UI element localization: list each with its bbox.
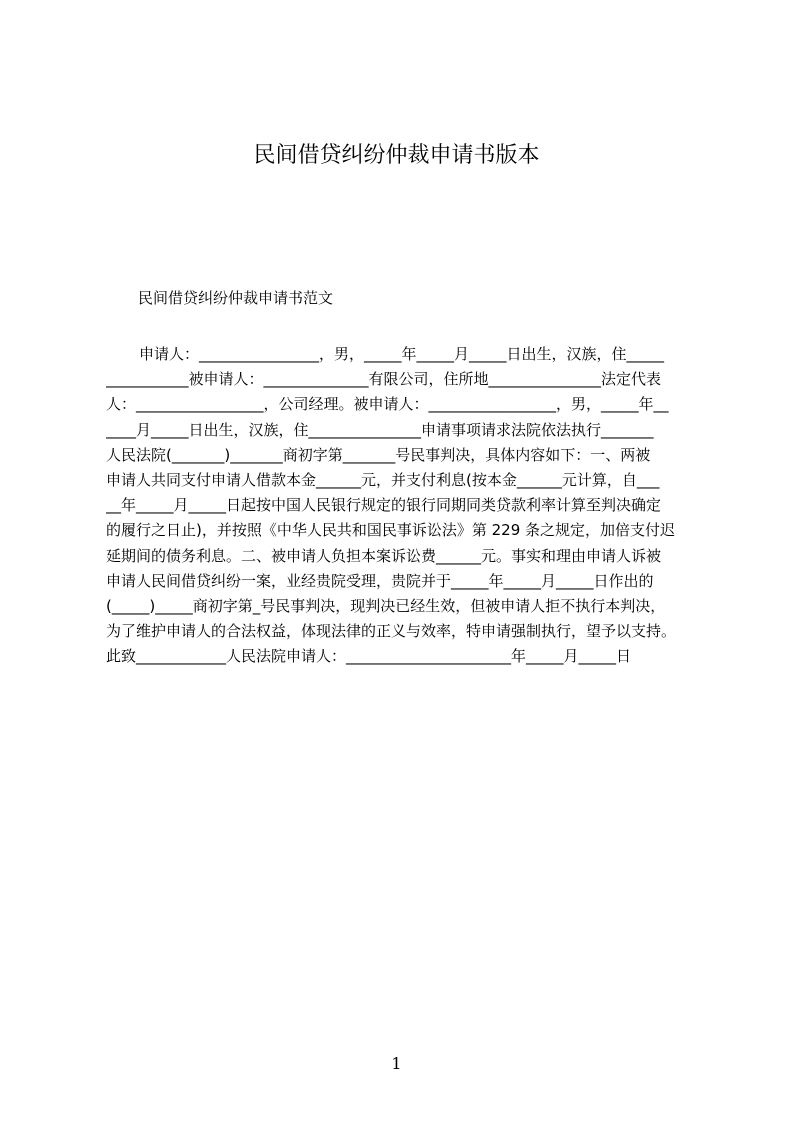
- body-line: __年_____月_____日起按中国人民银行规定的银行同期同类贷款利率计算至判决确定: [106, 496, 662, 515]
- body-line: ____月_____日出生，汉族，住_______________申请事项请求法院依法执行_______: [106, 420, 654, 439]
- page-number: 1: [391, 1054, 402, 1073]
- body-line: 申请人共同支付申请人借款本金______元，并支付利息(按本金______元计算，自___: [106, 470, 660, 489]
- body-line: 人民法院(_______)_______商初字第_______号民事判决，具体内容如下：一、两被: [106, 445, 651, 464]
- body-line: 为了维护申请人的合法权益，体现法律的正义与效率，特申请强制执行，望予以支持。: [106, 622, 677, 641]
- body-line: 人：_________________，公司经理。被申请人：_________________，男，_____年__: [106, 395, 669, 414]
- body-line: (_____)_____商初字第_号民事判决，现判决已经生效，但被申请人拒不执行本判决，: [106, 596, 666, 615]
- body-line: 延期间的债务利息。二、被申请人负担本案诉讼费______元。事实和理由申请人诉被: [106, 546, 662, 565]
- page-title: 民间借贷纠纷仲裁申请书版本: [253, 143, 540, 168]
- body-line: ___________被申请人：______________有限公司，住所地_______________法定代表: [106, 370, 662, 389]
- body-line: 申请人民间借贷纠纷一案，业经贵院受理，贵院并于_____年_____月_____日作出的: [106, 571, 654, 590]
- body-line: 此致____________人民法院申请人：______________________年_____月_____日: [106, 647, 632, 666]
- body-line: 申请人：________________，男，_____年_____月_____日出生，汉族，住_____: [139, 345, 665, 363]
- body-line: 的履行之日止)，并按照《中华人民共和国民事诉讼法》第 229 条之规定，加倍支付迟: [106, 521, 676, 540]
- document-subtitle: 民间借贷纠纷仲裁申请书范文: [138, 289, 334, 307]
- body-paragraph: [106, 342, 696, 692]
